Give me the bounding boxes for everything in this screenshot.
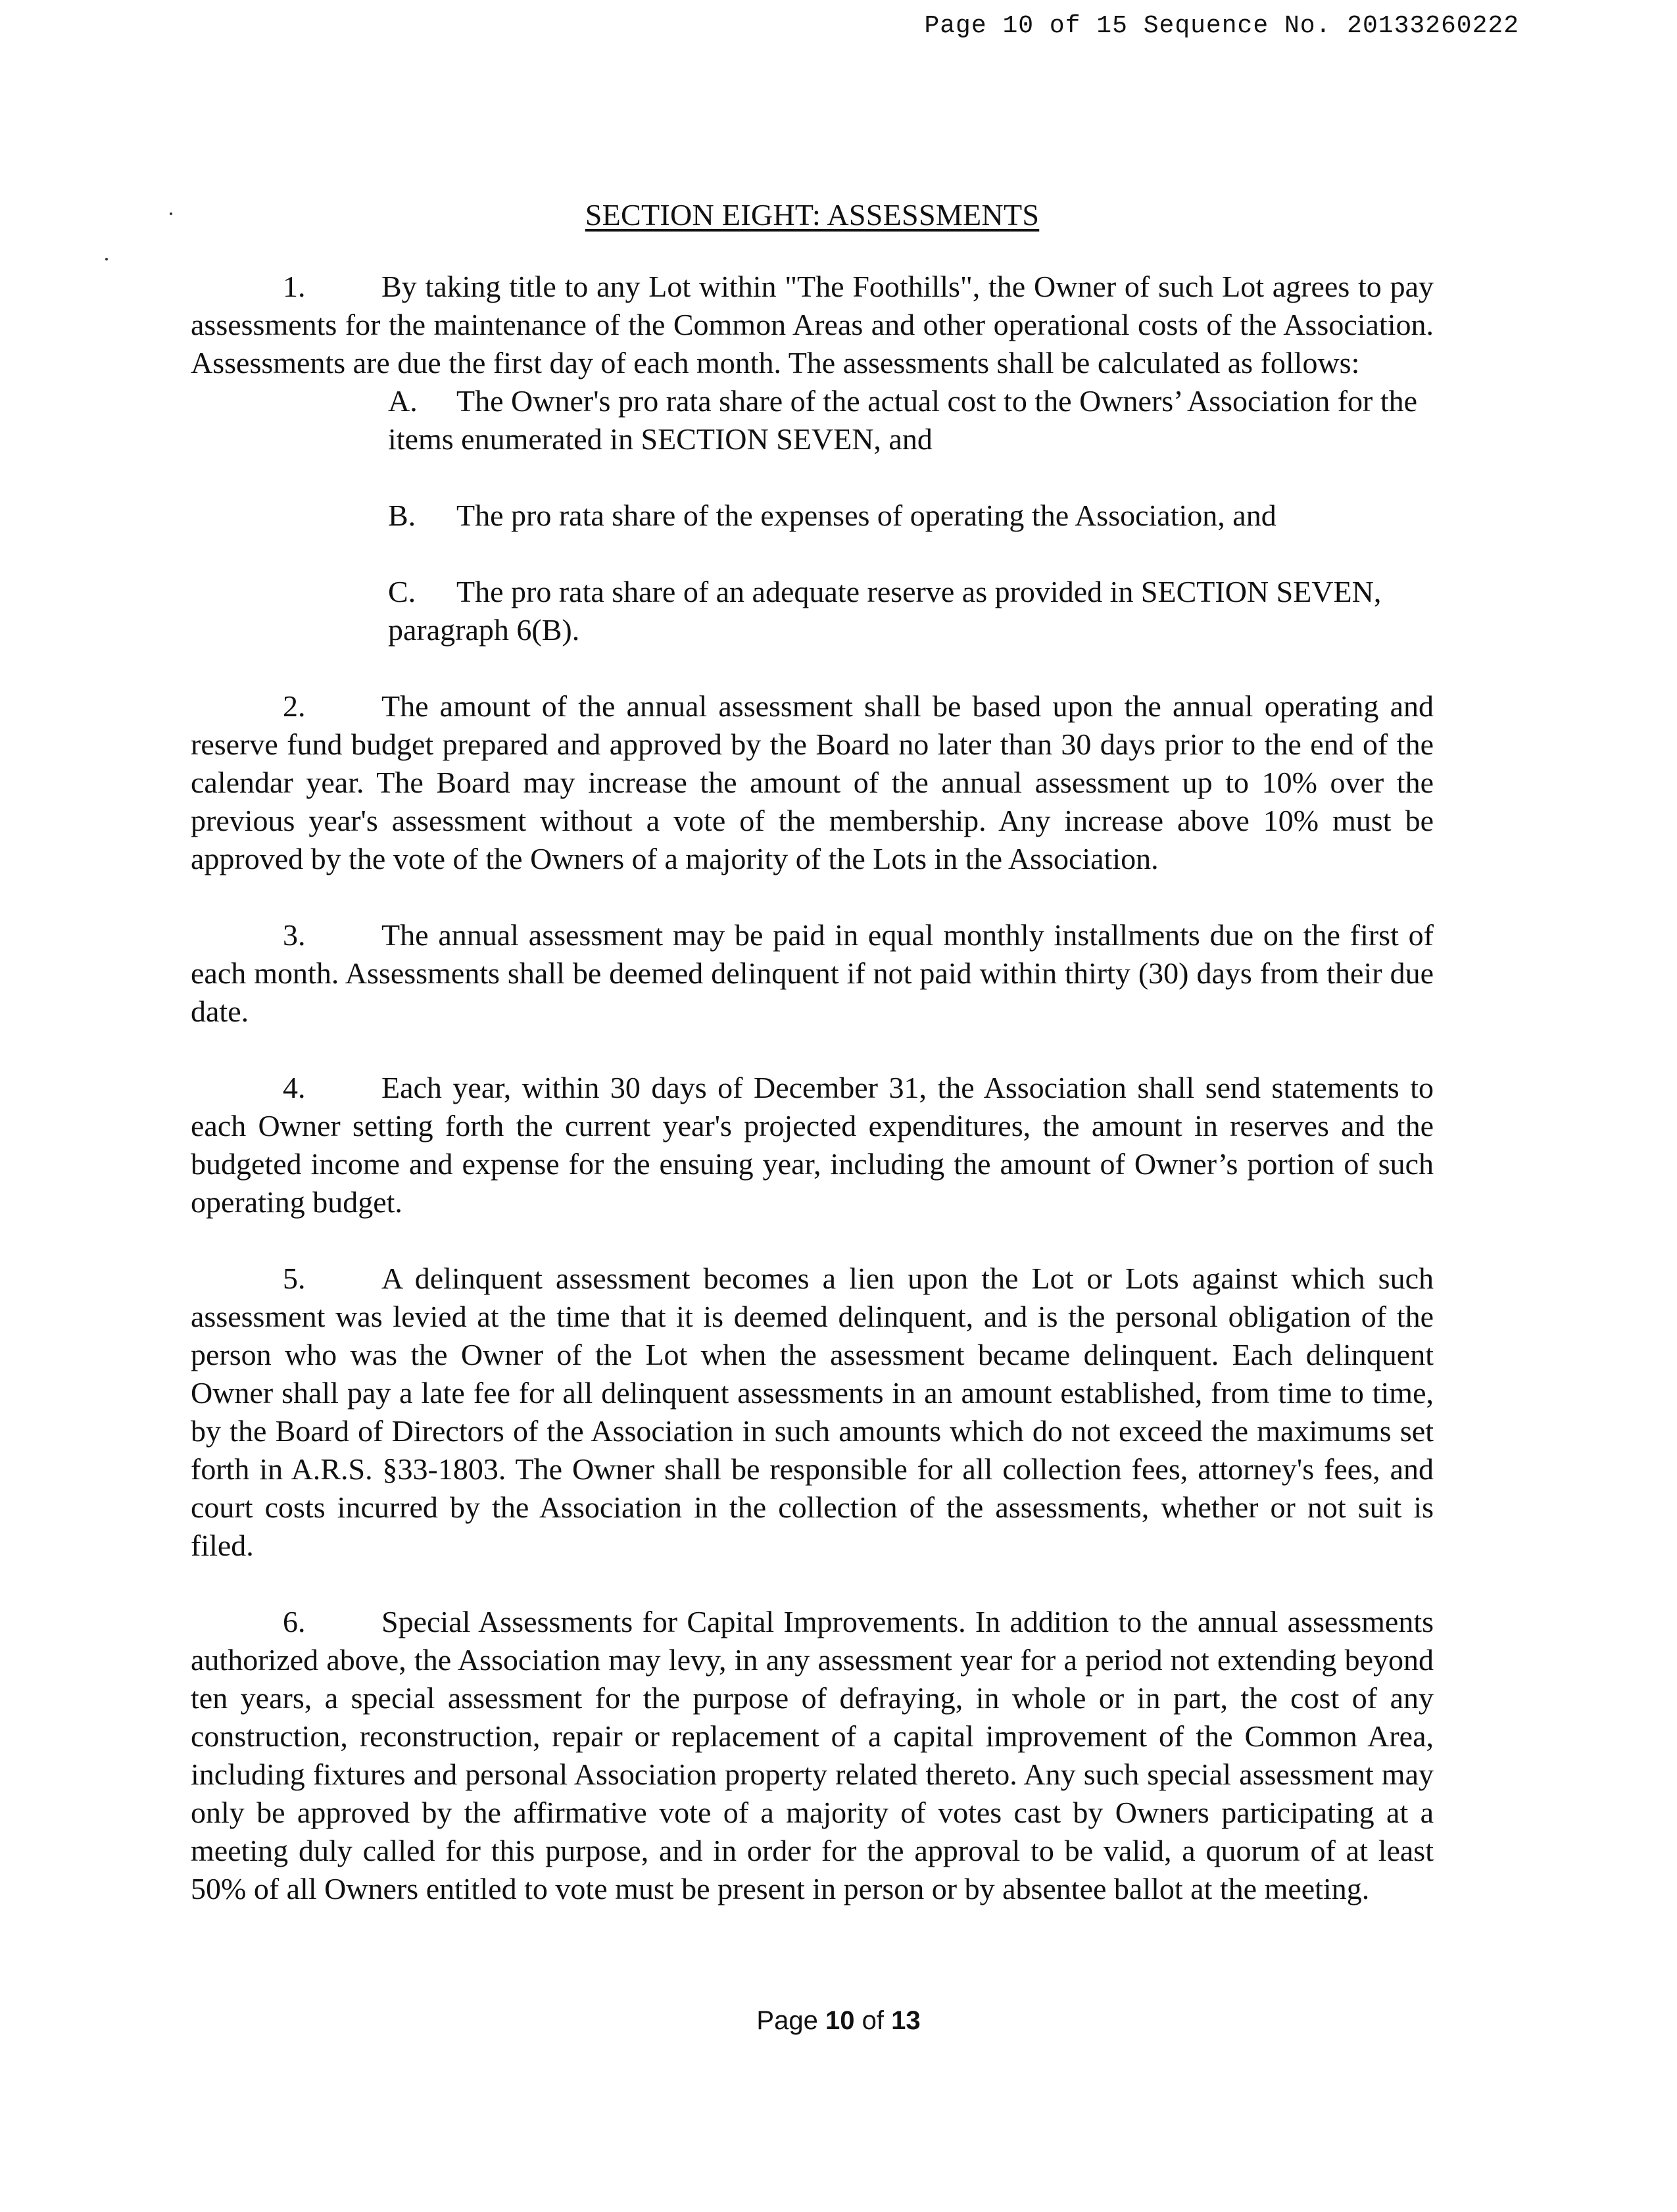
paragraph-2 <box>191 687 1434 878</box>
paragraph-number: 4. <box>283 1071 306 1104</box>
footer-total-pages: 13 <box>891 2006 921 2035</box>
paragraph-text: By taking title to any Lot within "The Foothills", the Owner of such Lot agrees to pay assessments for the maintenance of the Common Areas and other operational costs of the Association. Assessments are due the first day of each month. The assessments shall be calculated as follows: <box>191 270 1434 380</box>
document-body <box>191 197 1434 1946</box>
scan-speck <box>105 258 108 260</box>
paragraph-number: 3. <box>283 918 306 952</box>
paragraph-3 <box>191 916 1434 1031</box>
subitem-letter: C. <box>388 575 416 608</box>
paragraph-6 <box>191 1603 1434 1908</box>
footer-of-label: of <box>862 2006 884 2035</box>
paragraph-text: The amount of the annual assessment shall be based upon the annual operating and reserve fund budget prepared and approved by the Board no later than 30 days prior to the end of the calendar year. The Board may increase the amount of the annual assessment up to 10% over the previous year's assessment without a vote of the membership. Any increase above 10% must be approved by the vote of the Owners of a majority of the Lots in the Association. <box>191 689 1434 875</box>
paragraph-text: Each year, within 30 days of December 31, the Association shall send statements to each Owner setting forth the current year's projected expenditures, the amount in reserves and the budgeted income and expense for the ensuing year, including the amount of Owner’s portion of such operating budget. <box>191 1071 1434 1219</box>
paragraph-number: 2. <box>283 689 306 723</box>
paragraph-number: 5. <box>283 1262 306 1295</box>
footer-page-label: Page <box>756 2006 818 2035</box>
subitem-c <box>388 573 1434 649</box>
subitem-a <box>388 382 1434 458</box>
section-title: SECTION EIGHT: ASSESSMENTS <box>585 198 1040 232</box>
subitem-letter: B. <box>388 499 416 532</box>
paragraph-text: Special Assessments for Capital Improvements. In addition to the annual assessments authorized above, the Association may levy, in any assessment year for a period not extending beyond ten years, a special assessment for the purpose of defraying, in whole or in part, the cost of any construction, reconstruction, repair or replacement of a capital improvement of the Common Area, including fixtures and personal Association property related thereto. Any such special assessment may only be approved by the affirmative vote of a majority of votes cast by Owners participating at a meeting duly called for this purpose, and in order for the approval to be valid, a quorum of at least 50% of all Owners entitled to vote must be present in person or by absentee ballot at the meeting. <box>191 1605 1434 1905</box>
paragraph-number: 6. <box>283 1605 306 1638</box>
subitem-text: The pro rata share of an adequate reserve as provided in SECTION SEVEN, paragraph 6(B). <box>388 575 1382 647</box>
paragraph-text: The annual assessment may be paid in equal monthly installments due on the first of each month. Assessments shall be deemed delinquent if not paid within thirty (30) days from their due date. <box>191 918 1434 1028</box>
page-footer <box>0 2006 1677 2036</box>
subitem-b <box>388 497 1434 535</box>
paragraph-number: 1. <box>283 270 306 303</box>
subitem-letter: A. <box>388 384 418 418</box>
footer-current-page: 10 <box>825 2006 855 2035</box>
subitem-text: The pro rata share of the expenses of operating the Association, and <box>456 499 1276 532</box>
subitem-text: The Owner's pro rata share of the actual cost to the Owners’ Association for the items enumerated in SECTION SEVEN, and <box>388 384 1418 456</box>
paragraph-1 <box>191 268 1434 382</box>
page-sequence-header: Page 10 of 15 Sequence No. 20133260222 <box>924 12 1519 40</box>
paragraph-text: A delinquent assessment becomes a lien upon the Lot or Lots against which such assessment was levied at the time that it is deemed delinquent, and is the personal obligation of the person who was the Owner of the Lot when the assessment became delinquent. Each delinquent Owner shall pay a late fee for all delinquent assessments in an amount established, from time to time, by the Board of Directors of the Association in such amounts which do not exceed the maximums set forth in A.R.S. §33-1803. The Owner shall be responsible for all collection fees, attorney's fees, and court costs incurred by the Association in the collection of the assessments, whether or not suit is filed. <box>191 1262 1434 1562</box>
paragraph-4 <box>191 1069 1434 1221</box>
scan-speck <box>170 212 172 215</box>
paragraph-5 <box>191 1260 1434 1565</box>
